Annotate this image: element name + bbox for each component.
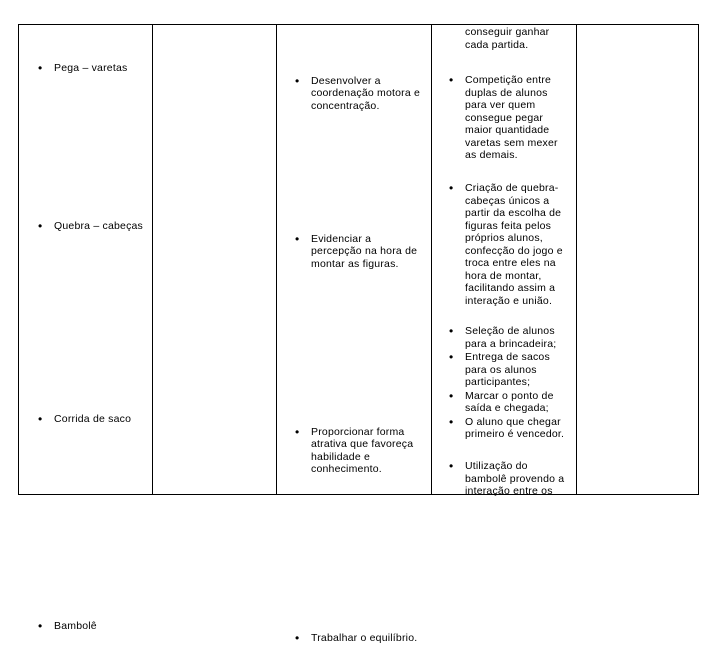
text-line: • Evidenciar a [311,232,372,245]
text-line: concentração. [311,99,380,112]
procedure-quebra-cabecas [449,182,575,308]
procedure-item [449,325,575,350]
text-line: • Trabalhar o equilíbrio. [311,632,418,644]
activity-quebra-cabecas: • Quebra – cabeças [38,220,166,233]
column-border-right [698,24,699,495]
text-line: • Competição entre [465,74,552,86]
text-line: partir da escolha de [465,207,562,219]
procedure-item [449,351,575,389]
column-border-left [18,24,19,495]
text-line: confecção do jogo e [465,244,563,257]
text-line: • Criação de quebra- [465,182,559,194]
continued-procedure-text [449,26,591,51]
objective-corrida-de-saco [295,426,446,476]
text-line: • Seleção de alunos [465,325,555,337]
text-line: para a brincadeira; [465,337,557,350]
procedure-bambole [449,460,575,499]
text-line: montar as figuras. [311,257,399,270]
text-line: próprios alunos, [465,232,543,244]
objective-quebra-cabecas [295,233,446,271]
activity-bambole: • Bambolê [38,620,166,633]
text-line: bambolê provendo a [465,472,565,485]
text-line: primeiro é vencedor. [465,428,565,440]
text-line: conseguir ganhar [465,26,550,38]
procedure-corrida-de-saco [449,325,575,442]
table-bottom-border [18,494,699,495]
objective-bambole [295,632,446,645]
text-line: cabeças únicos a [465,194,550,207]
text-line: para os alunos [465,363,537,376]
procedure-pega-varetas [449,74,575,163]
text-line: as demais. [465,149,518,161]
text-line: • Desenvolver a [311,74,381,87]
text-line: interação entre os [465,485,553,497]
column-border-2 [276,24,277,495]
text-line: facilitando assim a [465,282,556,294]
text-line: figuras feita pelos [465,219,552,232]
text-line: interação e união. [465,294,553,307]
text-line: saída e chegada; [465,402,549,414]
procedure-item [449,390,575,415]
text-line: atrativa que favoreça [311,438,414,450]
text-line: participantes; [465,376,531,388]
objective-pega-varetas [295,75,446,113]
text-line: • Marcar o ponto de [465,389,554,402]
text-line: maior quantidade [465,124,550,136]
text-line: consegue pegar [465,111,544,124]
text-line: coordenação motora e [311,87,421,99]
text-line: • Entrega de sacos [465,351,550,363]
procedure-item [449,416,575,441]
procedure-item [449,182,575,307]
text-line: troca entre eles na [465,257,556,269]
text-line: hora de montar, [465,269,542,282]
text-line: conhecimento. [311,463,382,475]
activity-pega-varetas: • Pega – varetas [38,62,166,75]
text-line: duplas de alunos [465,86,548,99]
text-line: percepção na hora de [311,245,418,257]
text-line: para ver quem [465,99,536,111]
text-line: habilidade e [311,450,371,463]
text-line: • O aluno que chegar [465,415,561,428]
text-line: cada partida. [465,38,529,51]
column-border-4 [576,24,577,495]
table-top-border [18,24,699,25]
text-line: varetas sem mexer [465,136,558,149]
procedure-item [449,74,575,162]
text-line: • Proporcionar forma [311,425,405,438]
activity-corrida-de-saco: • Corrida de saco [38,413,166,426]
procedure-item [449,460,575,498]
text-line: • Utilização do [465,460,528,472]
